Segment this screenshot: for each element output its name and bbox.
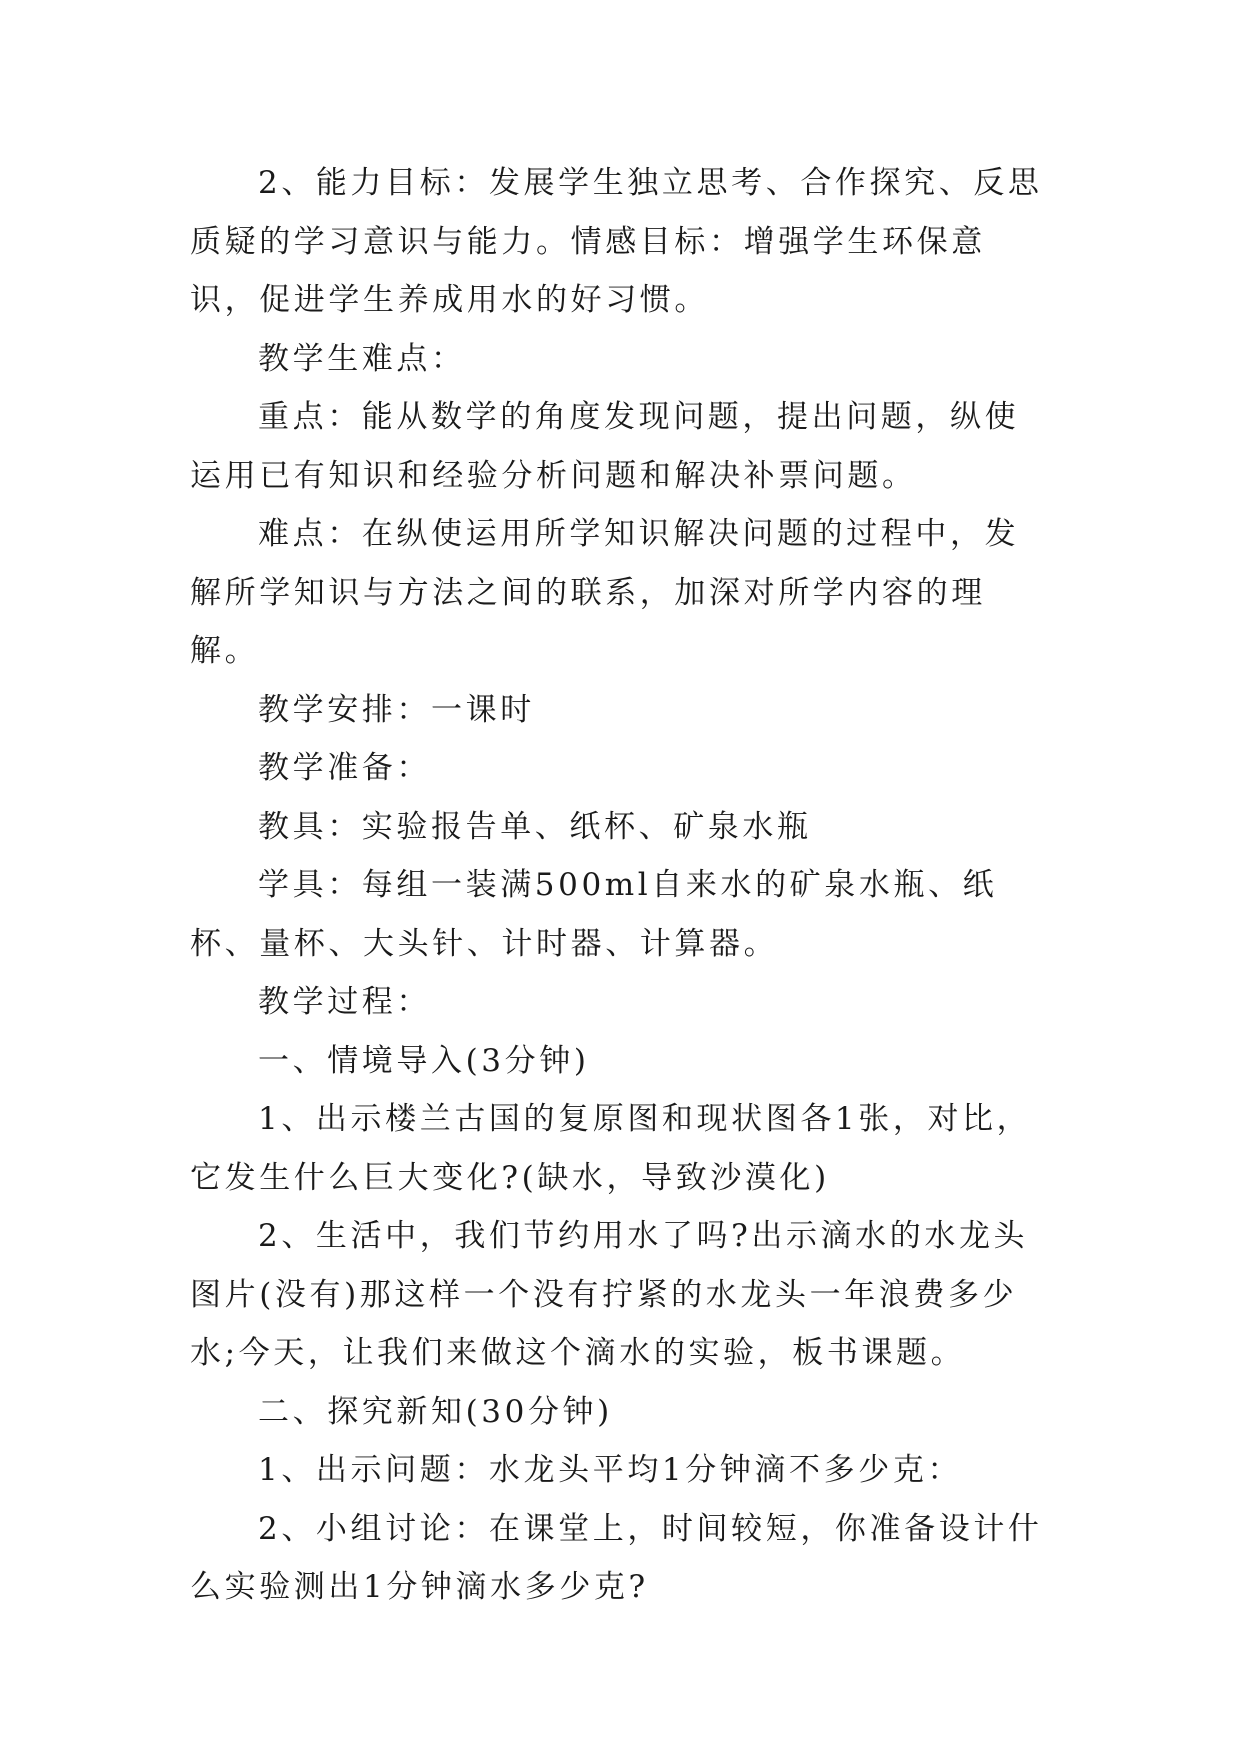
paragraph-key-point: 重点：能从数学的角度发现问题，提出问题，纵使运用已有知识和经验分析问题和解决补票问题。 — [190, 399, 1020, 494]
paragraph-difficulty-heading: 教学生难点： — [258, 340, 466, 377]
paragraph-student-tools: 学具：每组一装满500ml自来水的矿泉水瓶、纸杯、量杯、大头针、计时器、计算器。 — [190, 867, 998, 962]
paragraph-preparation-heading: 教学准备： — [258, 750, 431, 786]
paragraph-process-heading: 教学过程： — [258, 984, 431, 1020]
paragraph-difficult-point: 难点：在纵使运用所学知识解决问题的过程中，发解所学知识与方法之间的联系，加深对所学内容的理解。 — [190, 516, 1020, 669]
paragraph-teaching-tools: 教具：实验报告单、纸杯、矿泉水瓶 — [258, 808, 812, 845]
paragraph-ability-goal: 2、能力目标：发展学生独立思考、合作探究、反思质疑的学习意识与能力。情感目标：增强学生环保意识，促进学生养成用水的好习惯。 — [190, 165, 1043, 318]
paragraph-intro-step-2: 2、生活中，我们节约用水了吗?出示滴水的水龙头图片(没有)那这样一个没有拧紧的水龙头一年浪费多少水;今天，让我们来做这个滴水的实验，板书课题。 — [190, 1218, 1029, 1371]
paragraph-schedule: 教学安排：一课时 — [258, 691, 535, 728]
document-page — [190, 154, 1052, 1617]
paragraph-explore-step-1: 1、出示问题：水龙头平均1分钟滴不多少克： — [258, 1452, 963, 1488]
paragraph-explore-step-2: 2、小组讨论：在课堂上，时间较短，你准备设计什么实验测出1分钟滴水多少克? — [190, 1510, 1043, 1605]
paragraph-section-explore: 二、探究新知(30分钟) — [258, 1393, 613, 1430]
paragraph-intro-step-1: 1、出示楼兰古国的复原图和现状图各1张，对比，它发生什么巨大变化?(缺水，导致沙漠化) — [190, 1101, 1032, 1196]
paragraph-section-intro: 一、情境导入(3分钟) — [258, 1042, 590, 1079]
